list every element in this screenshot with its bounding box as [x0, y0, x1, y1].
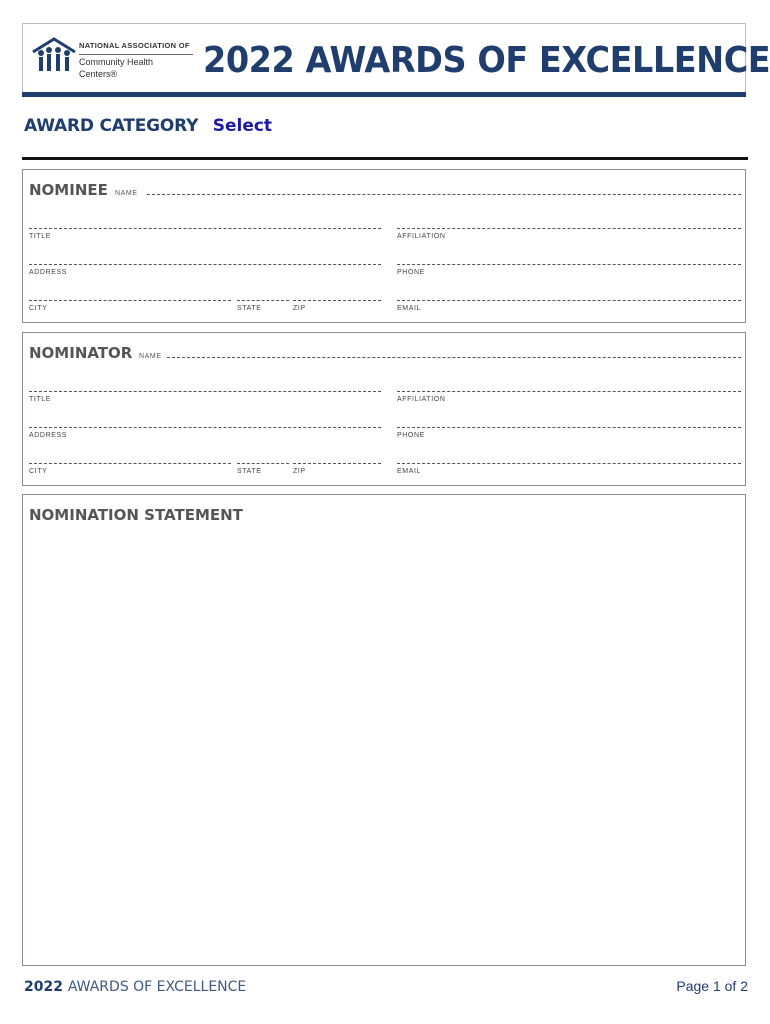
- nominator-title-field[interactable]: [29, 391, 381, 392]
- nominee-title-field[interactable]: [29, 228, 381, 229]
- nominator-state-field[interactable]: [237, 463, 289, 464]
- nominee-state-label: STATE: [237, 305, 262, 312]
- nominator-phone-field[interactable]: [397, 427, 741, 428]
- nominator-city-field[interactable]: [29, 463, 231, 464]
- header-divider: [22, 92, 746, 97]
- logo-org-line1: NATIONAL ASSOCIATION OF: [79, 41, 190, 50]
- nominator-heading: NOMINATOR: [29, 344, 133, 362]
- nominee-state-field[interactable]: [237, 300, 289, 301]
- nominee-phone-label: PHONE: [397, 269, 425, 276]
- nominee-zip-field[interactable]: [293, 300, 381, 301]
- nominee-email-label: EMAIL: [397, 305, 422, 312]
- section-divider: [22, 157, 748, 160]
- nominator-phone-label: PHONE: [397, 432, 425, 439]
- nominator-name-label: NAME: [139, 353, 162, 360]
- nominator-affiliation-field[interactable]: [397, 391, 741, 392]
- award-category-label: AWARD CATEGORY: [24, 116, 199, 136]
- nominator-email-label: EMAIL: [397, 468, 422, 475]
- award-category-select[interactable]: Select: [212, 116, 273, 136]
- nominator-title-label: TITLE: [29, 396, 52, 403]
- nomination-statement-heading: NOMINATION STATEMENT: [29, 506, 243, 524]
- nominator-zip-label: ZIP: [293, 468, 306, 475]
- nominee-affiliation-field[interactable]: [397, 228, 741, 229]
- nominee-title-label: TITLE: [29, 233, 52, 240]
- logo-org-line2: Community Health Centers®: [79, 54, 193, 80]
- logo-wordmark: [79, 40, 193, 80]
- award-category-row: [24, 116, 272, 136]
- nominee-address-label: ADDRESS: [29, 269, 68, 276]
- nominator-address-field[interactable]: [29, 427, 381, 428]
- nomination-statement-field[interactable]: [22, 494, 746, 966]
- nominee-affiliation-label: AFFILIATION: [397, 233, 446, 240]
- nominee-section: [22, 169, 746, 323]
- people-house-icon: [31, 36, 77, 76]
- nachc-logo: [31, 34, 193, 78]
- nominator-address-label: ADDRESS: [29, 432, 68, 439]
- nominator-state-label: STATE: [237, 468, 262, 475]
- nominee-email-field[interactable]: [397, 300, 741, 301]
- nominee-heading: NOMINEE: [29, 181, 108, 199]
- nominee-phone-field[interactable]: [397, 264, 741, 265]
- nominee-city-label: CITY: [29, 305, 48, 312]
- nominee-name-label: NAME: [115, 190, 138, 197]
- nominator-city-label: CITY: [29, 468, 48, 475]
- page-title: 2022 AWARDS OF EXCELLENCE: [203, 40, 770, 81]
- header-banner: [22, 23, 770, 93]
- nominee-zip-label: ZIP: [293, 305, 306, 312]
- page-number: Page 1 of 2: [676, 978, 748, 994]
- footer-title: [24, 979, 246, 995]
- footer-year: 2022: [24, 979, 63, 995]
- nominator-affiliation-label: AFFILIATION: [397, 396, 446, 403]
- nominee-name-field[interactable]: [147, 194, 741, 195]
- nominee-address-field[interactable]: [29, 264, 381, 265]
- nominee-city-field[interactable]: [29, 300, 231, 301]
- nominator-zip-field[interactable]: [293, 463, 381, 464]
- footer-title-rest: AWARDS OF EXCELLENCE: [67, 979, 247, 995]
- nominator-section: [22, 332, 746, 486]
- nominator-name-field[interactable]: [167, 357, 741, 358]
- nominator-email-field[interactable]: [397, 463, 741, 464]
